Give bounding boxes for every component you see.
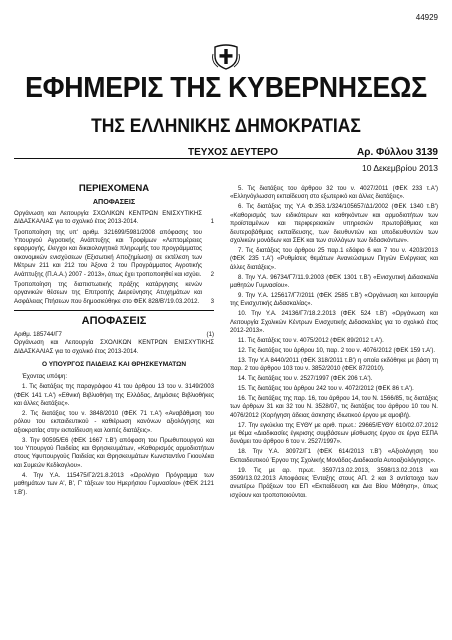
page-number: 44929 (415, 13, 438, 22)
toc-item-text: Οργάνωση και Λειτουργία ΣΧΟΛΙΚΩΝ ΚΕΝΤΡΩΝ ΕΝΙΣΧΥΤΙΚΗΣ ΔΙΔΑΣΚΑΛΙΑΣ για το σχολικό έτος 2013-2014. (14, 209, 202, 226)
header-rule (14, 158, 438, 159)
legal-basis-item: 13. Την Υ.Α 8440/2011 (ΦΕΚ 318/2011 τ.Β') η οποία εκδόθηκε με βάση τη παρ. 2 του άρθρου 103 του ν. 3852/2010 (ΦΕΚ 87/2010). (230, 356, 438, 373)
gazette-subtitle: ΤΗΣ ΕΛΛΗΝΙΚΗΣ ΔΗΜΟΚΡΑΤΙΑΣ (91, 116, 361, 137)
legal-basis-item: 15. Τις διατάξεις του άρθρου 242 του ν. 4072/2012 (ΦΕΚ 86 τ.Α'). (238, 384, 414, 392)
legal-basis-item: 14. Τις διατάξεις του ν. 2527/1997 (ΦΕΚ 206 τ.Α'). (238, 375, 373, 383)
legal-basis-item: 11. Τις διατάξεις του ν. 4075/2012 (ΦΕΚ 89/2012 τ.Α'). (238, 336, 384, 344)
considering-label: Έχοντας υπόψη: (22, 373, 68, 381)
issue-label: ΤΕΥΧΟΣ ΔΕΥΤΕΡΟ (188, 147, 279, 158)
sheet-number: Αρ. Φύλλου 3139 (357, 147, 438, 158)
toc-item-page: 2 (210, 270, 214, 278)
decision-ref: (1) (206, 330, 214, 338)
toc-item (14, 229, 214, 279)
left-column (14, 185, 214, 499)
minister-heading: Ο ΥΠΟΥΡΓΟΣ ΠΑΙΔΕΙΑΣ ΚΑΙ ΘΡΗΣΚΕΥΜΑΤΩΝ (41, 360, 187, 368)
legal-basis-item: 1. Τις διατάξεις της παραγράφου 41 του άρθρου 13 του ν. 3149/2003 (ΦΕΚ 141 τ.Α') «Εθνική Βιβλιοθήκη της Ελλάδας, Δημόσιες Βιβλιοθήκες και άλλες διατάξεις». (14, 383, 214, 408)
decision-title: Οργάνωση και Λειτουργία ΣΧΟΛΙΚΩΝ ΚΕΝΤΡΩΝ ΕΝΙΣΧΥΤΙΚΗΣ ΔΙΔΑΣΚΑΛΙΑΣ για το σχολικό έτος 2013-2014. (14, 339, 214, 355)
toc-item-text: Τροποποίηση της υπ' αριθμ. 321699/5981/2008 απόφασης του Υπουργού Αγροτικής Ανάπτυξης και Τροφίμων «Λεπτομέρειες εφαρμογής, έλεγχοι και δικαιολογητικά πληρωμής του προγράμματος οικονομικών ενισχύσεων (Εξισωτική Αποζημίωση) σε εκτέλεση των Μέτρων 211 και 212 του Άξονα 2 του Προγράμματος Αγροτικής Ανάπτυξης (Π.Α.Α.) 2007 - 2013», όπως έχει τροποποιηθεί και ισχύει. (14, 228, 202, 278)
toc-item-text: Τροποποίηση της διαπιστωτικής πράξης κατάργησης κενών οργανικών θέσεων της Επιτροπής Διερεύνησης Ατυχημάτων και Ασφάλειας Πτήσεων που δημοσιεύθηκε στο ΦΕΚ 828/Β'/19.03.2012. (14, 281, 202, 305)
legal-basis-item: 10. Την Υ.Α. 24136/Γ7/18.2.2013 (ΦΕΚ 524 τ.Β') «Οργάνωση και Λειτουργία Σχολικών Κέντρων Ενισχυτικής Διδασκαλίας για το σχολικό έτος 2012-2013». (230, 310, 438, 334)
issue-date: 10 Δεκεμβρίου 2013 (361, 163, 438, 173)
toc-item-page: 3 (210, 297, 214, 305)
legal-basis-item: 4. Την Υ.Α. 115475/Γ2/21.8.2013 «Ωρολόγιο Πρόγραμμα των μαθημάτων των Α', Β', Γ' τάξεων του Ημερήσιου Γυμνασίου» (ΦΕΚ 2121 τ.Β'). (14, 471, 214, 496)
legal-basis-item: 17. Την εγκύκλιο της ΕΥΘΥ με αριθ. πρωτ.: 29665/ΕΥΘΥ 610/02.07.2012 με θέμα «Διαδικασίες έγκρισης συμβάσεων μίσθωσης έργου σε έργα ΕΣΠΑ δυνάμει του άρθρου 6 του ν. 2527/1997». (230, 421, 438, 446)
legal-basis-item: 16. Τις διατάξεις της παρ. 16, του άρθρου 14, του Ν. 1566/85, τις διατάξεις των άρθρων 31 και 32 του Ν. 3528/07, τις διατάξεις του άρθρου 10 του Ν. 4076/2012 (Χορήγηση άδειας άσκησης ιδιωτικού έργου με αμοιβή). (230, 394, 438, 419)
legal-basis-item: 2. Τις διατάξεις του ν. 3848/2010 (ΦΕΚ 71 τ.Α') «Αναβάθμιση του ρόλου του εκπαιδευτικού - καθιέρωση κανόνων αξιολόγησης και αξιοκρατίας στην εκπαίδευση και λοιπές διατάξεις». (14, 409, 214, 434)
legal-basis-item: 3. Την 90595/Ε6 (ΦΕΚ 1667 τ.Β') απόφαση του Πρωθυπουργού και του Υπουργού Παιδείας και Θρησκευμάτων, «Καθορισμός αρμοδιοτήτων στους Υφυπουργούς Παιδείας και Θρησκευμάτων Κωνσταντίνο Γκιουλέκα και Συμεών Κεδίκογλου». (14, 436, 214, 469)
legal-basis-item: 8. Την Υ.Α. 96734/Γ7/11.9.2003 (ΦΕΚ 1301 τ.Β') «Ενισχυτική Διδασκαλία μαθητών Γυμνασίου». (230, 273, 438, 289)
contents-heading: ΠΕΡΙΕΧΟΜΕΝΑ (78, 183, 150, 194)
toc-item-page: 1 (210, 218, 214, 226)
legal-basis-item: 18. Την Υ.Α. 30972/Γ1 (ΦΕΚ 614/2013 τ.Β') «Αξιολόγηση του Εκπαιδευτικού Έργου της Σχολικής Μονάδας-Διαδικασία Αυτοαξιολόγησης». (230, 448, 438, 464)
toc-item (14, 281, 214, 306)
legal-basis-item: 12. Τις διατάξεις του άρθρου 10, παρ. 2 του ν. 4076/2012 (ΦΕΚ 159 τ.Α'). (238, 346, 436, 354)
gazette-title: ΕΦΗΜΕΡΙΣ ΤΗΣ ΚΥΒΕΡΝΗΣΕΩΣ (25, 72, 427, 104)
right-column (230, 185, 438, 502)
legal-basis-item: 7. Τις διατάξεις του άρθρου 25 παρ.1 εδάφιο 6 και 7 του ν. 4203/2013 (ΦΕΚ 235 τ.Α') «Ρυθμίσεις θεμάτων Ανανεώσιμων Πηγών Ενέργειας και άλλες διατάξεις». (230, 246, 438, 271)
legal-basis-item: 19. Τις με αρ. πρωτ. 3597/13.02.2013, 3598/13.02.2013 και 3599/13.02.2013 Αποφάσεις Ένταξης στους ΑΠ. 2 και 3 αντίστοιχα των ανωτέρω Πράξεων του ΕΠ «Εκπαίδευση και Δια Βίου Μάθηση», όπως ισχύουν και τροποποιούνται. (230, 466, 438, 499)
legal-basis-item: 9. Την Υ.Α. 125617/Γ7/2011 (ΦΕΚ 2585 τ.Β') «Οργάνωση και λειτουργία της Ενισχυτικής Διδασκαλίας». (230, 291, 438, 308)
legal-basis-item: 5. Τις διατάξεις του άρθρου 32 του ν. 4027/2011 (ΦΕΚ 233 τ.Α') «Ελληνόγλωσση εκπαίδευση στο εξωτερικό και άλλες διατάξεις». (230, 185, 438, 201)
contents-subheading: ΑΠΟΦΑΣΕΙΣ (92, 197, 136, 207)
decisions-heading: ΑΠΟΦΑΣΕΙΣ (81, 315, 147, 328)
greek-coat-of-arms-icon (212, 42, 240, 70)
decision-number: Αριθμ. 185744/Γ7 (14, 330, 62, 338)
section-divider (14, 310, 214, 311)
decision-number-row (14, 331, 214, 339)
toc-item (14, 210, 214, 227)
legal-basis-item: 6. Τις διατάξεις της Υ.Α Φ.353.1/324/105657/Δ1/2002 (ΦΕΚ 1340 τ.Β') «Καθορισμός των ειδικότερων και καθηκόντων και αρμοδιοτήτων των προϊσταμένων και περιφερειακών υπηρεσιών πρωτοβάθμιας και δευτεροβάθμιας εκπαίδευσης, των διευθυντών και υποδιευθυντών των σχολικών μονάδων και ΣΕΚ και των συλλόγων των διδασκόντων». (230, 203, 438, 244)
